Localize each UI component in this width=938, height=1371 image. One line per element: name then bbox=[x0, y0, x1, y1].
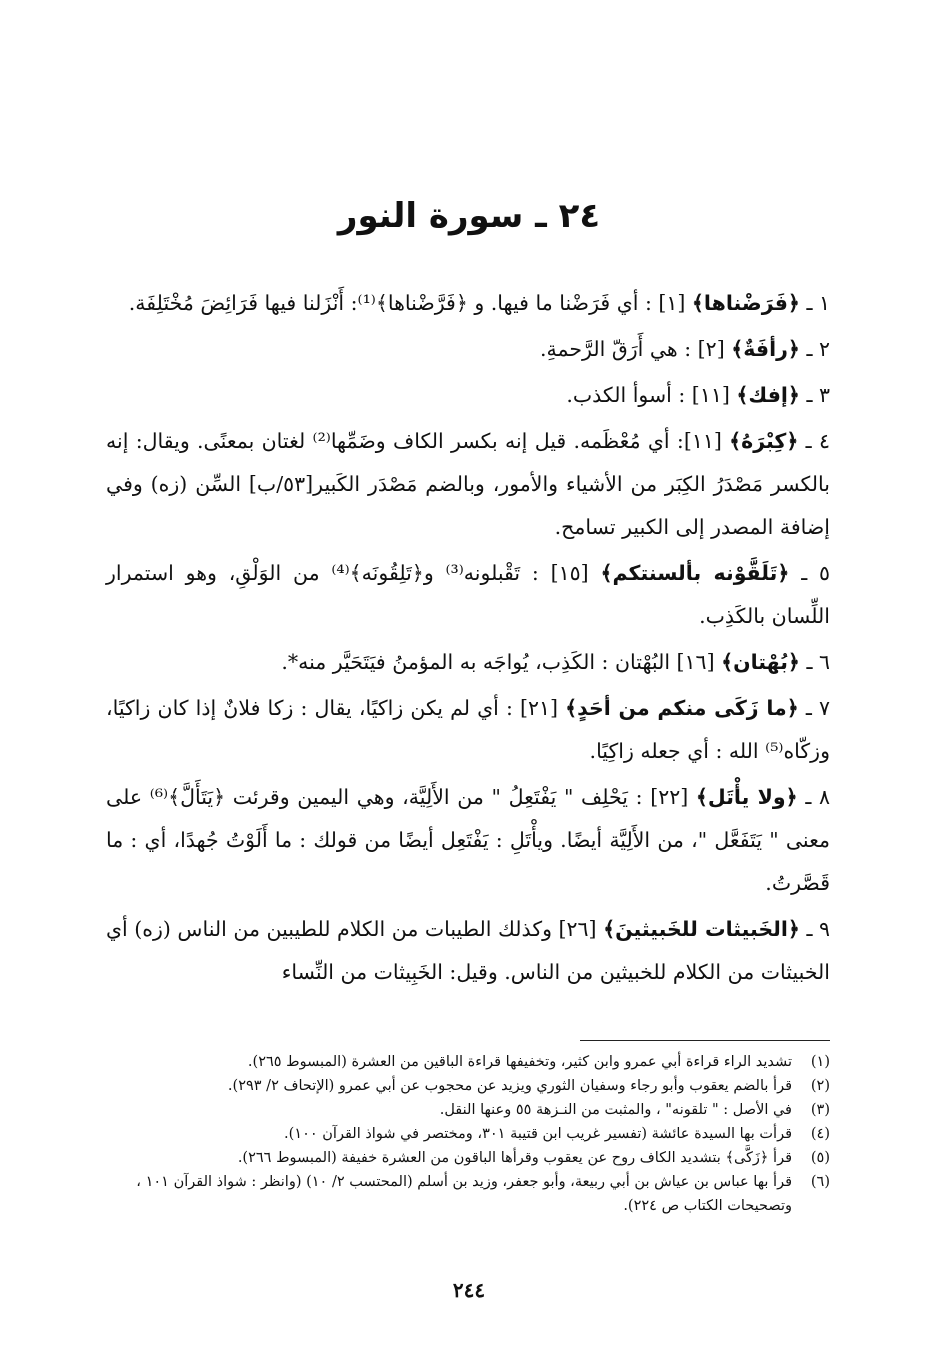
footnote-text: قرأ ﴿زَكَّى﴾ بتشديد الكاف روح عن يعقوب وقرأها الباقون من العشرة خفيفة (المبسوط ٢٦٦). bbox=[237, 1150, 792, 1166]
footnote bbox=[106, 1146, 830, 1170]
entry-number: ٩ ـ bbox=[806, 917, 830, 941]
entry-text: [٢٢] : يَحْلِف " يَفْتَعِلُ " من الأَلِيَّة، وهي اليمين وقرئت ﴿يَتَأَلَّ﴾⁽⁶⁾ على معنى " يَتَفَعَّل "، من الأَلِيَّة أيضًا. ويأْتَلِ : يَفْتَعِل أيضًا من قولك : ما أَلَوْتُ جُهدًا، أي : ما قَصَّرتُ. bbox=[106, 785, 830, 895]
footnote-divider bbox=[580, 1040, 830, 1041]
entry-word: ﴿إفك﴾ bbox=[736, 383, 800, 407]
entry-7 bbox=[106, 687, 830, 773]
entry-number: ٨ ـ bbox=[805, 785, 830, 809]
entry-5 bbox=[106, 552, 830, 638]
entry-text: [١٥] : تَقْبلونه⁽³⁾ و﴿تَلِقُونَه﴾⁽⁴⁾ من الوَلْقِ، وهو استمرار اللِّسان بالكَذِب. bbox=[106, 561, 830, 628]
entry-word: ﴿تَلَقَّوْنه بألسنتكم﴾ bbox=[600, 561, 790, 585]
entry-word: ﴿ما زَكَى منكم من أحَدٍ﴾ bbox=[565, 696, 799, 720]
entry-text: [١١]: أي مُعْظَمه. قيل إنه بكسر الكاف وضَمِّها⁽²⁾ لغتان بمعنًى. ويقال: إنه بالكسر مَصْدَرُ الكِبَر من الأشياء والأمور، وبالضم مَصْدَر الكَبير[٥٣/ب] السِّن (زه) وفي إضافة المصدر إلى الكبير تسامح. bbox=[106, 429, 831, 539]
entry-text: [٢] : هي أَرَقّ الرَّحمةِ. bbox=[540, 337, 732, 361]
entry-number: ٣ ـ bbox=[806, 383, 830, 407]
entry-text: [٢١] : أي لم يكن زاكيًا، يقال : زكا فلانٌ إذا كان زاكيًا، وزكّاه⁽⁵⁾ الله : أي جعله زاكِيًا. bbox=[106, 696, 830, 763]
footnote-number: (٥) bbox=[810, 1150, 830, 1166]
entry-8 bbox=[106, 776, 830, 905]
entry-9 bbox=[106, 908, 830, 994]
chapter-title: ٢٤ ـ سورة النور bbox=[337, 196, 601, 236]
entry-word: ﴿فَرَضْناها﴾ bbox=[691, 291, 800, 315]
entry-4 bbox=[106, 420, 830, 549]
footnote-text: قرأت بها السيدة عائشة (تفسير غريب ابن قتيبة ٣٠١، ومختصر في شواذ القرآن ١٠٠). bbox=[284, 1126, 792, 1142]
entry-number: ٦ ـ bbox=[806, 650, 830, 674]
entry-number: ٢ ـ bbox=[806, 337, 830, 361]
entry-2 bbox=[106, 328, 830, 371]
entry-word: ﴿ولا يأْتَل﴾ bbox=[695, 785, 798, 809]
main-text bbox=[106, 282, 830, 997]
footnote bbox=[106, 1098, 830, 1122]
footnote-text: قرأ بها عباس بن عياش بن أبي ربيعة، وأبو جعفر، وزيد بن أسلم (المحتسب ٢/ ١٠) (وانظر : شواذ القرآن ١٠١ ، وتصحيحات الكتاب ص ٢٢٤). bbox=[136, 1174, 792, 1214]
entry-text: [١٦] البُهْتان : الكَذِب، يُواجَه به المؤمنُ فيَتَحَيَّر منه*. bbox=[281, 650, 722, 674]
entry-3 bbox=[106, 374, 830, 417]
entry-text: [١١] : أسوأ الكذب. bbox=[566, 383, 737, 407]
footnote-number: (٦) bbox=[810, 1174, 830, 1190]
footnote bbox=[106, 1122, 830, 1146]
footnote-number: (٤) bbox=[810, 1126, 830, 1142]
entry-word: ﴿كِبْرَهُ﴾ bbox=[729, 429, 799, 453]
page-number: ٢٤٤ bbox=[452, 1278, 486, 1302]
footnote-text: في الأصل : " تلقونه" ، والمثبت من النـزهة ٥٥ وعنها النقل. bbox=[439, 1102, 792, 1118]
footnote bbox=[106, 1050, 830, 1074]
footnote-text: قرأ بالضم يعقوب وأبو رجاء وسفيان الثوري ويزيد عن محجوب عن أبي عمرو (الإتحاف ٢/ ٢٩٣). bbox=[227, 1078, 792, 1094]
footnote bbox=[106, 1170, 830, 1218]
entry-1 bbox=[106, 282, 830, 325]
entry-text: [١] : أي فَرَضْنا ما فيها. و ﴿فَرَّضْناها﴾⁽¹⁾: أَنْزَلنا فيها فَرَائِضَ مُخْتَلِفَة. bbox=[128, 291, 692, 315]
entry-text: [٢٦] وكذلك الطيبات من الكلام للطيبين من الناس (زه) أي الخبيثات من الكلام للخبيثين من الناس. وقيل: الخَبِيثات من النِّساء bbox=[106, 917, 830, 984]
entry-word: ﴿الخَبيثات للخَبيثينَ﴾ bbox=[603, 917, 800, 941]
entry-number: ١ ـ bbox=[806, 291, 830, 315]
entry-number: ٧ ـ bbox=[805, 696, 830, 720]
entry-word: ﴿بُهْتان﴾ bbox=[721, 650, 800, 674]
entry-number: ٤ ـ bbox=[805, 429, 830, 453]
entry-6 bbox=[106, 641, 830, 684]
entry-word: ﴿رأفَةٌ﴾ bbox=[731, 337, 800, 361]
footnote-number: (٣) bbox=[810, 1102, 830, 1118]
footnotes bbox=[106, 1050, 830, 1218]
footnote-text: تشديد الراء قراءة أبي عمرو وابن كثير، وتخفيفها قراءة الباقين من العشرة (المبسوط ٢٦٥). bbox=[247, 1054, 792, 1070]
footnote-number: (٢) bbox=[810, 1078, 830, 1094]
entry-number: ٥ ـ bbox=[801, 561, 830, 585]
footnote-number: (١) bbox=[810, 1054, 830, 1070]
footnote bbox=[106, 1074, 830, 1098]
